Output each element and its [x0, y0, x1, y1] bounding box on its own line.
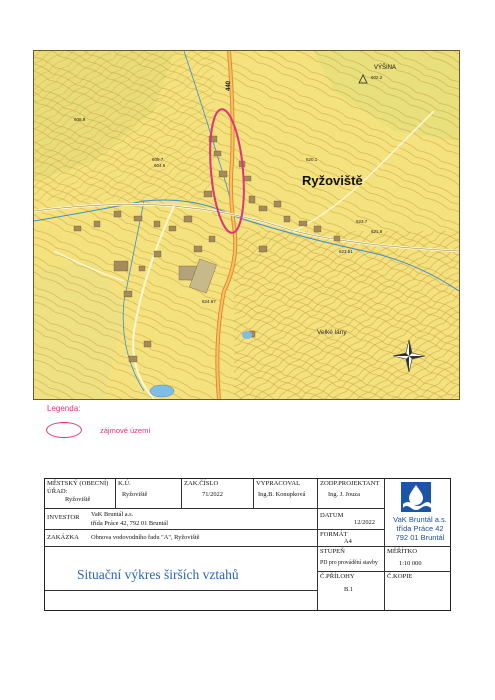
mestsky-urad-value: Ryžoviště [65, 496, 91, 503]
map-image [33, 50, 460, 400]
map-spot-height: 624.67 [202, 299, 216, 304]
kopie-cell [385, 572, 451, 610]
investor-cell [45, 509, 318, 530]
investor-line2: třída Práce 42, 792 01 Bruntál [91, 520, 169, 527]
datum-cell [318, 509, 385, 530]
map-village-label: Ryžoviště [302, 173, 363, 188]
stupen-cell [318, 547, 385, 572]
stupen-value: PD pro provádění stavby [320, 560, 378, 566]
zodp-projektant-value: Ing. J. Jouza [328, 491, 360, 498]
format-cell [318, 530, 385, 547]
zakazka-label: ZAKÁZKA [47, 534, 79, 541]
zakazka-value: Obnova vodovodního řadu "A", Ryžoviště [91, 534, 200, 541]
ku-cell [116, 479, 182, 509]
investor-line1: VaK Bruntál a.s. [91, 511, 134, 518]
map-spot-height: 609.7 [152, 157, 164, 162]
map-spot-height: 621.8 [371, 229, 383, 234]
company-city: 792 01 Bruntál [395, 533, 445, 542]
map-road-number: 440 [226, 80, 233, 92]
empty-cell [45, 591, 318, 610]
vak-logo-icon [401, 482, 431, 512]
prilohy-label: Č.PŘÍLOHY [320, 573, 355, 580]
datum-value: 12/2022 [354, 519, 375, 526]
format-label: FORMÁT [320, 531, 348, 538]
ku-value: Ryžoviště [122, 491, 148, 498]
legend-item-label: zájmové území [100, 426, 151, 435]
map-field-label: Velké lány [317, 329, 347, 336]
mestsky-urad-cell [45, 479, 116, 509]
zak-cislo-value: 71/2022 [202, 491, 223, 498]
meritko-label: MĚŘÍTKO [387, 548, 418, 555]
investor-label: INVESTOR [47, 514, 80, 521]
mestsky-urad-label: MĚSTSKÝ (OBECNÍ) ÚŘAD: [47, 480, 109, 495]
kopie-label: Č.KOPIE [387, 573, 413, 580]
zodp-projektant-cell [318, 479, 385, 509]
ku-label: K.Ú. [118, 480, 131, 487]
zak-cislo-label: ZAK.ČÍSLO [184, 480, 219, 487]
map-spot-height: 623.51 [339, 249, 353, 254]
company-name: VaK Bruntál a.s. [393, 515, 447, 524]
stupen-label: STUPEŇ [320, 548, 345, 555]
prilohy-cell [318, 572, 385, 610]
datum-label: DATUM [320, 512, 344, 519]
zakazka-cell [45, 530, 318, 547]
drawing-title-cell [45, 547, 318, 591]
zodp-projektant-label: ZODP.PROJEKTANT [320, 480, 380, 487]
map-spot-height: 602.2 [371, 75, 383, 80]
map-spot-height: 623.7 [356, 219, 368, 224]
meritko-cell [385, 547, 451, 572]
map-spot-height: 604.6 [154, 163, 166, 168]
legend-area-of-interest-icon [46, 422, 82, 438]
drawing-title: Situační výkres širších vztahů [77, 567, 239, 582]
vypracoval-cell [254, 479, 318, 509]
format-value: A4 [344, 538, 352, 545]
title-block [44, 478, 451, 611]
vypracoval-value: Ing.B. Konupková [258, 491, 306, 498]
map-spot-height: 608.9 [74, 117, 86, 122]
map-hill-label: VÝŠINA [374, 65, 397, 71]
map-spot-height: 620.1 [306, 157, 318, 162]
zak-cislo-cell [182, 479, 254, 509]
company-street: třída Práce 42 [396, 524, 444, 533]
prilohy-value: B.1 [344, 586, 354, 593]
meritko-value: 1:10 000 [399, 560, 422, 567]
legend-title: Legenda: [47, 404, 81, 413]
vypracoval-label: VYPRACOVAL [256, 480, 301, 487]
